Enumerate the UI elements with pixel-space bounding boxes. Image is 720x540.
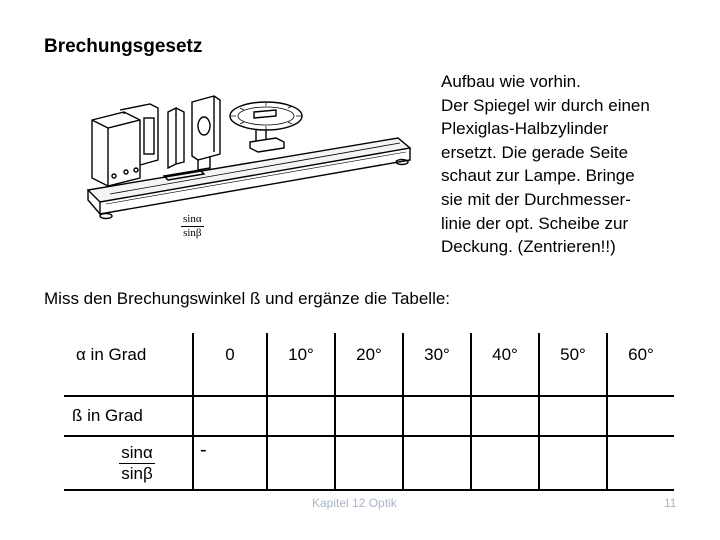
page-number: 11	[664, 496, 677, 510]
ratio-input-cell[interactable]	[539, 436, 607, 490]
ratio-input-cell[interactable]	[607, 436, 674, 490]
intro-line: Der Spiegel wir durch einen	[441, 95, 650, 115]
ratio-input-cell[interactable]	[403, 436, 471, 490]
table-row-ratio	[64, 436, 674, 490]
alpha-value-cell: 0	[193, 333, 267, 396]
table-row-alpha	[64, 333, 674, 396]
alpha-value-cell: 10°	[267, 333, 335, 396]
ratio-input-cell[interactable]	[335, 436, 403, 490]
ratio-input-cell[interactable]	[471, 436, 539, 490]
beta-input-cell[interactable]	[607, 396, 674, 436]
ratio-input-cell[interactable]	[267, 436, 335, 490]
intro-line: Deckung. (Zentrieren!!)	[441, 237, 616, 257]
beta-label-cell: ß in Grad	[64, 396, 193, 436]
intro-line: Aufbau wie vorhin.	[441, 72, 581, 91]
footer-chapter: Kapitel 12 Optik	[312, 496, 397, 510]
beta-input-cell[interactable]	[335, 396, 403, 436]
alpha-value-cell: 50°	[539, 333, 607, 396]
alpha-value-cell: 60°	[607, 333, 674, 396]
beta-input-cell[interactable]	[267, 396, 335, 436]
instruction-text: Miss den Brechungswinkel ß und ergänze die Tabelle:	[44, 289, 451, 308]
intro-text	[441, 70, 716, 259]
beta-input-cell[interactable]	[471, 396, 539, 436]
apparatus-sine-ratio	[181, 213, 204, 240]
alpha-label-cell: α in Grad	[64, 333, 193, 396]
sine-ratio-denominator: sinβ	[121, 463, 153, 483]
alpha-value-cell: 20°	[335, 333, 403, 396]
beta-input-cell[interactable]	[403, 396, 471, 436]
sine-ratio-numerator: sinα	[121, 442, 153, 462]
intro-line: schaut zur Lampe. Bringe	[441, 166, 635, 186]
measurement-table	[64, 333, 674, 491]
alpha-value-cell: 30°	[403, 333, 471, 396]
table-row-beta	[64, 396, 674, 436]
intro-line: Plexiglas-Halbzylinder	[441, 119, 609, 139]
alpha-value-cell: 40°	[471, 333, 539, 396]
intro-line: sie mit der Durchmesser-	[441, 189, 631, 209]
apparatus-sine-numerator: sinα	[183, 213, 202, 225]
beta-input-cell[interactable]	[539, 396, 607, 436]
slide-title: Brechungsgesetz	[44, 36, 203, 57]
ratio-label-cell	[64, 436, 193, 490]
intro-line: linie der opt. Scheibe zur	[441, 213, 629, 233]
apparatus-sine-denominator: sinβ	[183, 227, 202, 239]
beta-input-cell[interactable]	[193, 396, 267, 436]
intro-line: ersetzt. Die gerade Seite	[441, 142, 629, 162]
ratio-value-cell: -	[193, 436, 267, 490]
sine-ratio-fraction	[119, 443, 155, 484]
apparatus-illustration	[80, 90, 420, 225]
